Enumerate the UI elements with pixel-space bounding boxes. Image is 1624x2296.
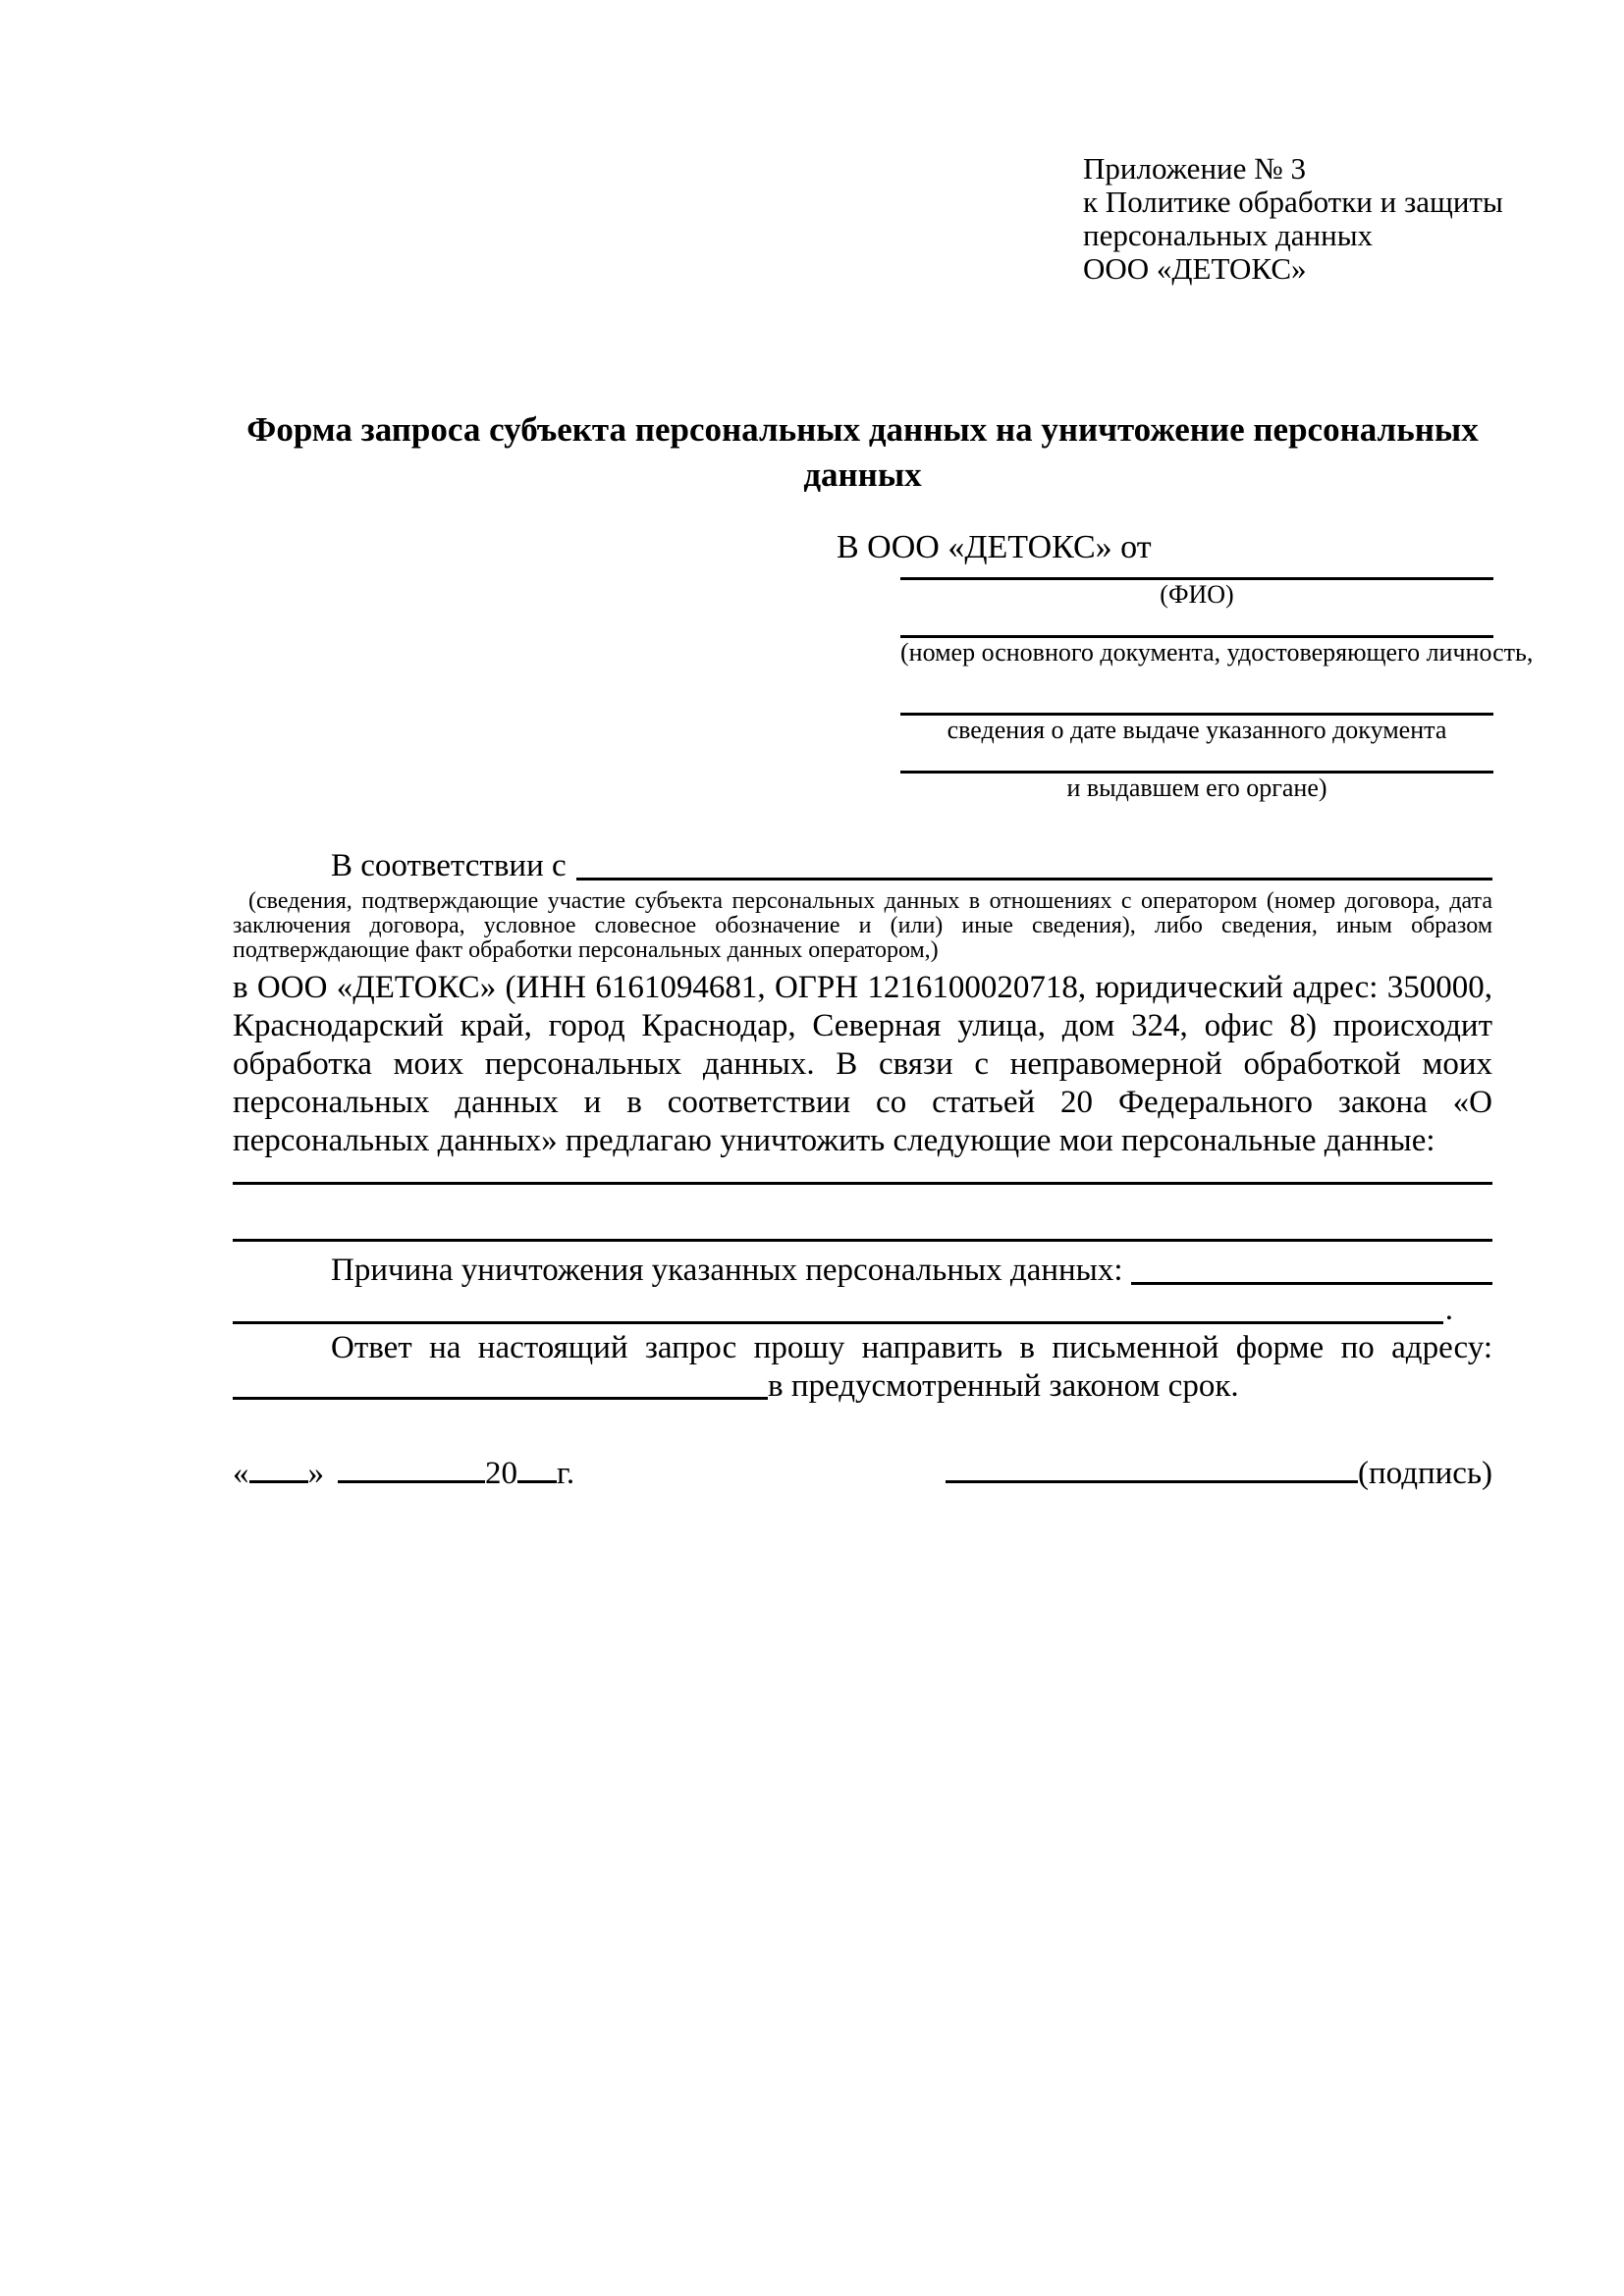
- reason-label: Причина уничтожения указанных персональных данных:: [331, 1253, 1123, 1288]
- signature-row: [233, 1451, 1492, 1493]
- accordance-label: В соответствии с: [331, 848, 567, 883]
- document-number-caption: (номер основного документа, удостоверяющего личность,: [900, 638, 1534, 667]
- response-request-line: Ответ на настоящий запрос прошу направить в письменной форме по адресу:: [331, 1330, 1492, 1365]
- issue-date-caption: сведения о дате выдаче указанного документа: [947, 716, 1447, 744]
- month-input-line[interactable]: [338, 1451, 485, 1483]
- appendix-line: к Политике обработки и защиты: [1083, 185, 1503, 219]
- form-title: Форма запроса субъекта персональных данных на уничтожение персональных данных: [246, 410, 1479, 494]
- year-suffix-text: г.: [557, 1456, 575, 1491]
- personal-data-input-line-1[interactable]: [233, 1182, 1492, 1185]
- response-address-row: [233, 1367, 1492, 1406]
- signature-caption: (подпись): [1358, 1456, 1492, 1491]
- personal-data-input-line-2[interactable]: [233, 1239, 1492, 1242]
- signature-input-line[interactable]: [946, 1451, 1358, 1483]
- issuing-authority-caption: и выдавшем его органе): [1066, 774, 1327, 802]
- date-field: [233, 1451, 574, 1493]
- year-prefix-text: 20: [485, 1456, 517, 1491]
- fio-caption: (ФИО): [1160, 580, 1234, 609]
- accordance-footnote: (сведения, подтверждающие участие субъекта персональных данных в отношениях с оператором (номер договора, дата заключения договора, условное словесное обозначение и (или) иные сведения), либо сведения, иным образом подтверждающие факт обработки персональных данных оператором,): [233, 888, 1492, 963]
- year-input-line[interactable]: [517, 1451, 557, 1483]
- date-open-quote: «: [233, 1456, 249, 1491]
- addressee-fields: [900, 577, 1534, 803]
- appendix-line: персональных данных: [1083, 218, 1374, 252]
- reason-continuation-row: [233, 1291, 1492, 1329]
- addressee-line: В ООО «ДЕТОКС» от: [837, 529, 1152, 565]
- accordance-row: [233, 846, 1492, 885]
- appendix-header: [1083, 151, 1503, 286]
- reason-row: [233, 1252, 1492, 1290]
- date-close-quote: »: [307, 1456, 324, 1491]
- response-deadline-text: в предусмотренный законом срок.: [768, 1368, 1239, 1404]
- reason-input-line[interactable]: [1131, 1252, 1492, 1285]
- appendix-line: Приложение № 3: [1083, 151, 1306, 186]
- address-input-line[interactable]: [233, 1367, 768, 1400]
- day-input-line[interactable]: [249, 1451, 308, 1483]
- main-paragraph: в ООО «ДЕТОКС» (ИНН 6161094681, ОГРН 1216100020718, юридический адрес: 350000, Краснодарский край, город Краснодар, Северная улица, дом 324, офис 8) происходит обработка моих персональных данных. В связи с неправомерной обработкой моих персональных данных и в соответствии со статьей 20 Федерального закона «О персональных данных» предлагаю уничтожить следующие мои персональные данные:: [233, 970, 1492, 1158]
- reason-input-line-2[interactable]: [233, 1291, 1443, 1324]
- signature-field: [946, 1451, 1492, 1493]
- accordance-input-line[interactable]: [576, 846, 1492, 881]
- appendix-line: ООО «ДЕТОКС»: [1083, 251, 1307, 286]
- period-text: .: [1444, 1292, 1453, 1327]
